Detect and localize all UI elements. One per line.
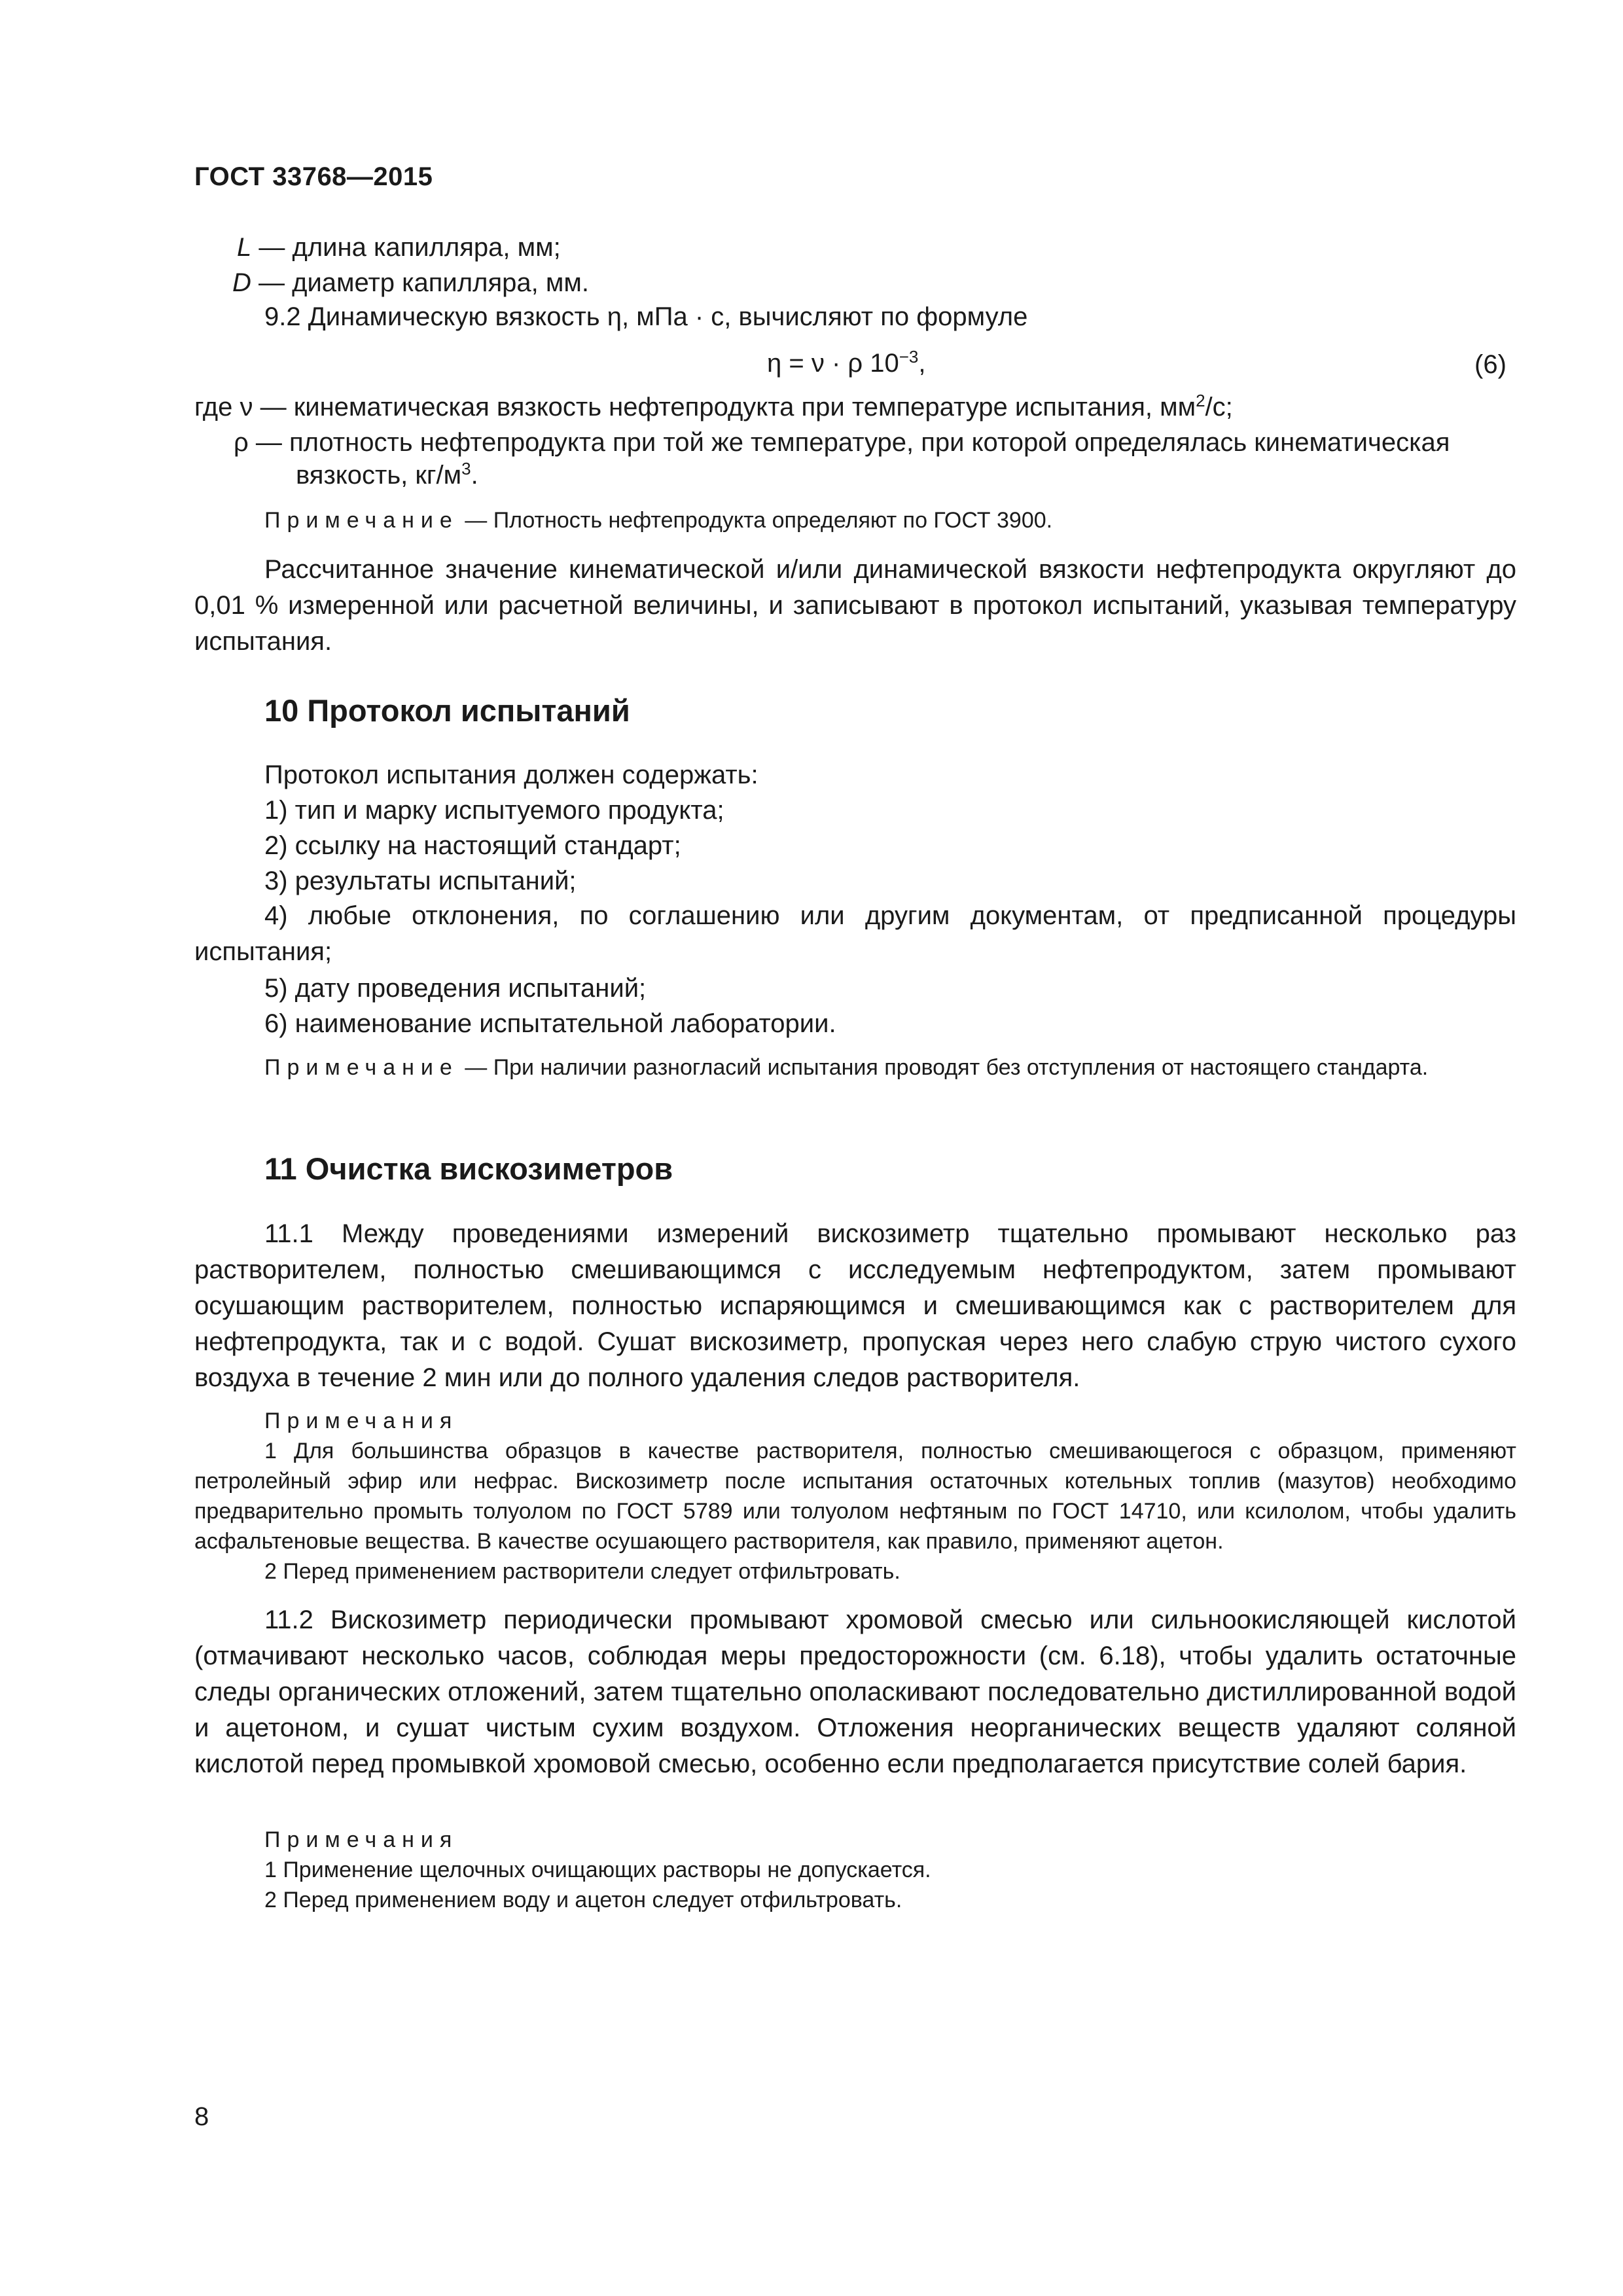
note-density-text: — Плотность нефтепродукта определяют по ГОСТ 3900. [458, 508, 1053, 533]
notes-2-label: Примечания [264, 1827, 459, 1852]
symbol-l: L [237, 233, 252, 262]
formula-6 [767, 345, 926, 382]
formula-exponent: −3 [899, 347, 919, 367]
page-number: 8 [194, 2102, 209, 2131]
equation-number: (6) [1474, 350, 1507, 379]
symbol-d: D [232, 268, 251, 297]
protocol-item-2: 2) ссылку на настоящий стандарт; [264, 831, 681, 860]
notes-2-item-1: 1 Применение щелочных очищающих растворы не допускается. [264, 1857, 931, 1882]
formula-body: η = ν · ρ 10 [767, 349, 899, 378]
definition-length-text: — длина капилляра, мм; [251, 233, 561, 262]
protocol-item-5: 5) дату проведения испытаний; [264, 974, 647, 1003]
note-protocol-text: — При наличии разногласий испытания проводят без отступления от настоящего стандарта. [458, 1055, 1429, 1080]
paragraph-11-1: 11.1 Между проведениями измерений вискозиметр тщательно промывают несколько раз растворителем, полностью смешивающимся с исследуемым нефтепродуктом, затем промывают осушающим растворителем, полностью испаряющимся и смешивающимся как с растворителем для нефтепродукта, так и с водой. Сушат вискозиметр, пропуская через него слабую струю чистого сухого воздуха в течение 2 мин или до полного удаления следов растворителя. [194, 1219, 1516, 1392]
definition-diameter [232, 264, 589, 301]
clause-9-2: 9.2 Динамическую вязкость η, мПа · с, вычисляют по формуле [264, 302, 1028, 331]
notes-1-item-2: 2 Перед применением растворители следует отфильтровать. [264, 1559, 901, 1584]
definition-nu-sup: 2 [1196, 391, 1205, 410]
protocol-item-4: 4) любые отклонения, по соглашению или другим документам, от предписанной процедуры испытания; [194, 901, 1516, 966]
definition-nu [194, 389, 1233, 425]
section-10-intro: Протокол испытания должен содержать: [264, 761, 758, 789]
document-header: ГОСТ 33768—2015 [194, 162, 433, 191]
definition-length [237, 229, 561, 266]
definition-nu-text: где ν — кинематическая вязкость нефтепродукта при температуре испытания, мм [194, 393, 1196, 422]
definition-rho-cont-text: вязкость, кг/м [296, 461, 462, 490]
definition-rho-cont [296, 457, 478, 493]
note-protocol-label: Примечание [264, 1055, 459, 1080]
definition-nu-suffix: /с; [1205, 393, 1233, 422]
notes-2-item-2: 2 Перед применением воду и ацетон следует отфильтровать. [264, 1888, 902, 1912]
notes-1-label: Примечания [264, 1408, 459, 1433]
definition-rho-suffix: . [471, 461, 478, 490]
protocol-item-1: 1) тип и марку испытуемого продукта; [264, 796, 724, 825]
note-density [264, 505, 1052, 535]
notes-1-item-1: 1 Для большинства образцов в качестве растворителя, полностью смешивающегося с образцом, применяют петролейный эфир или нефрас. Вискозиметр после испытания остаточных котельных топлив (мазутов) необходимо предварительно промыть толуолом по ГОСТ 5789 или толуолом нефтяным по ГОСТ 14710, или ксилолом, чтобы удалить асфальтеновые вещества. В качестве осушающего растворителя, как правило, применяют ацетон. [194, 1439, 1516, 1554]
note-density-label: Примечание [264, 508, 459, 533]
protocol-item-3: 3) результаты испытаний; [264, 867, 577, 895]
section-10-title: 10 Протокол испытаний [264, 693, 630, 728]
paragraph-11-2: 11.2 Вискозиметр периодически промывают хромовой смесью или сильноокисляющей кислотой (отмачивают несколько часов, соблюдая меры предосторожности (см. 6.18), чтобы удалить остаточные следы органических отложений, затем тщательно ополаскивают последовательно дистиллированной водой и ацетоном, и сушат чистым сухим воздухом. Отложения неорганических веществ удаляют соляной кислотой перед промывкой хромовой смесью, особенно если предполагается присутствие солей бария. [194, 1605, 1516, 1778]
paragraph-rounding: Рассчитанное значение кинематической и/или динамической вязкости нефтепродукта округляют до 0,01 % измеренной или расчетной величины, и записывают в протокол испытаний, указывая температуру испытания. [194, 555, 1516, 656]
protocol-item-6: 6) наименование испытательной лаборатории. [264, 1009, 836, 1038]
formula-tail: , [918, 349, 926, 378]
definition-rho-sup: 3 [461, 459, 471, 478]
section-11-title: 11 Очистка вискозиметров [264, 1151, 673, 1186]
definition-diameter-text: — диаметр капилляра, мм. [251, 268, 589, 297]
note-protocol [194, 1052, 1516, 1083]
definition-rho: ρ — плотность нефтепродукта при той же температуре, при которой определялась кинематическая [234, 428, 1450, 457]
